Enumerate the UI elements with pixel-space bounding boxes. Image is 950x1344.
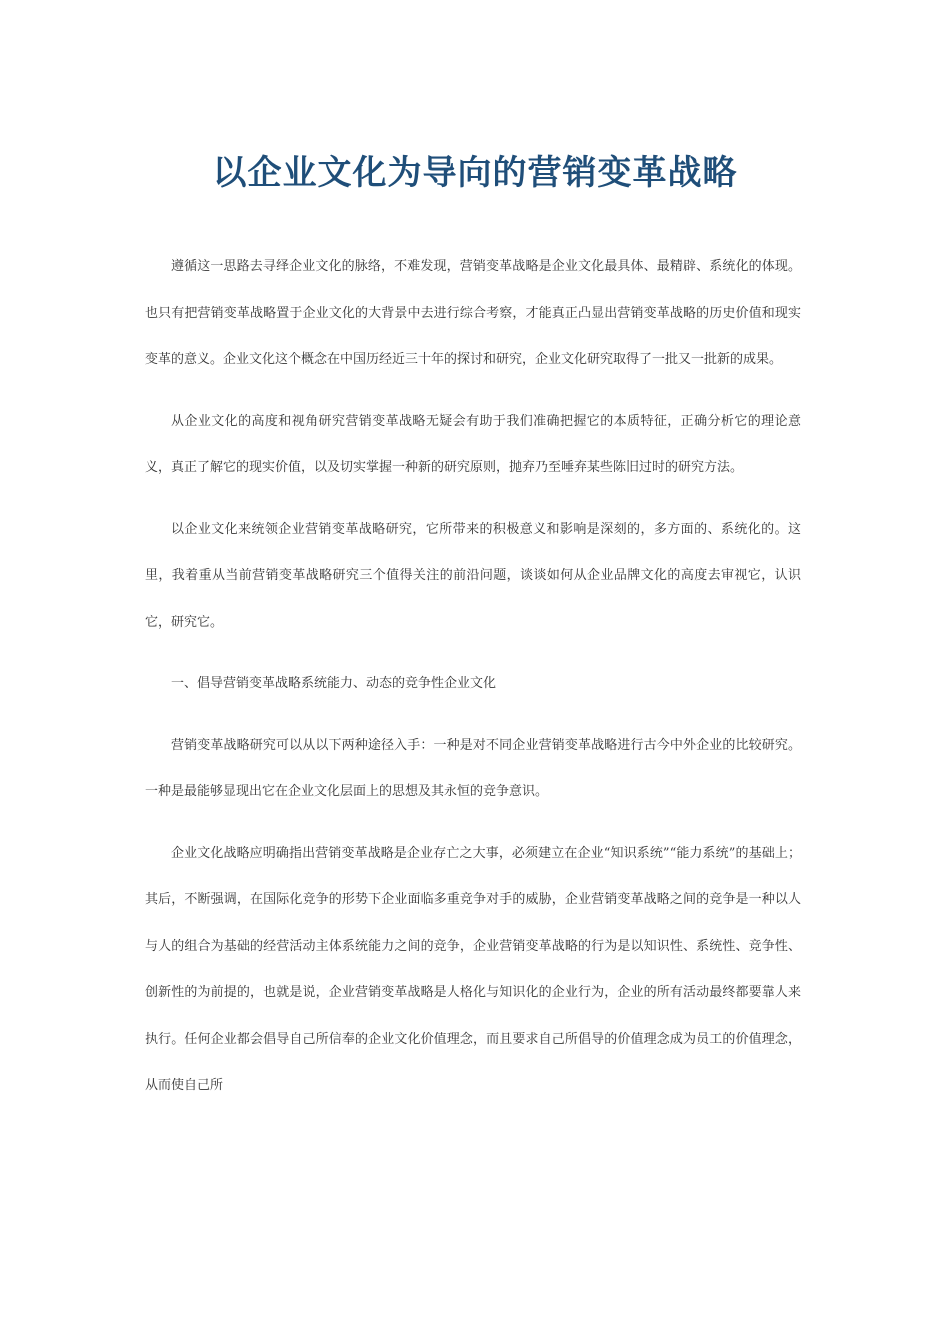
section-heading-1: 一、倡导营销变革战略系统能力、动态的竞争性企业文化	[171, 676, 497, 691]
paragraph-3: 以企业文化来统领企业营销变革战略研究，它所带来的积极意义和影响是深刻的，多方面的、系统化的。这里，我着重从当前营销变革战略研究三个值得关注的前沿问题，谈谈如何从企业品牌文化的高度去审视它，认识它，研究它。	[145, 521, 801, 630]
document-title: 以企业文化为导向的营销变革战略	[212, 152, 738, 193]
paragraph-2: 从企业文化的高度和视角研究营销变革战略无疑会有助于我们准确把握它的本质特征，正确分析它的理论意义，真正了解它的现实价值，以及切实掌握一种新的研究原则，抛弃乃至唾弃某些陈旧过时的研究方法。	[145, 413, 801, 475]
paragraph-4: 营销变革战略研究可以从以下两种途径入手：一种是对不同企业营销变革战略进行古今中外企业的比较研究。一种是最能够显现出它在企业文化层面上的思想及其永恒的竞争意识。	[145, 737, 801, 799]
document-body	[145, 244, 801, 1125]
paragraph-1: 遵循这一思路去寻绎企业文化的脉络，不难发现，营销变革战略是企业文化最具体、最精辟、系统化的体现。也只有把营销变革战略置于企业文化的大背景中去进行综合考察，才能真正凸显出营销变革战略的历史价值和现实变革的意义。企业文化这个概念在中国历经近三十年的探讨和研究，企业文化研究取得了一批又一批新的成果。	[145, 259, 801, 367]
paragraph-5: 企业文化战略应明确指出营销变革战略是企业存亡之大事，必须建立在企业“知识系统”“能力系统”的基础上；其后，不断强调，在国际化竞争的形势下企业面临多重竞争对手的威胁，企业营销变革战略之间的竞争是一种以人与人的组合为基础的经营活动主体系统能力之间的竞争，企业营销变革战略的行为是以知识性、系统性、竞争性、创新性的为前提的，也就是说，企业营销变革战略是人格化与知识化的企业行为，企业的所有活动最终都要靠人来执行。任何企业都会倡导自己所信奉的企业文化价值理念，而且要求自己所倡导的价值理念成为员工的价值理念，从而使自己所	[145, 845, 801, 1093]
